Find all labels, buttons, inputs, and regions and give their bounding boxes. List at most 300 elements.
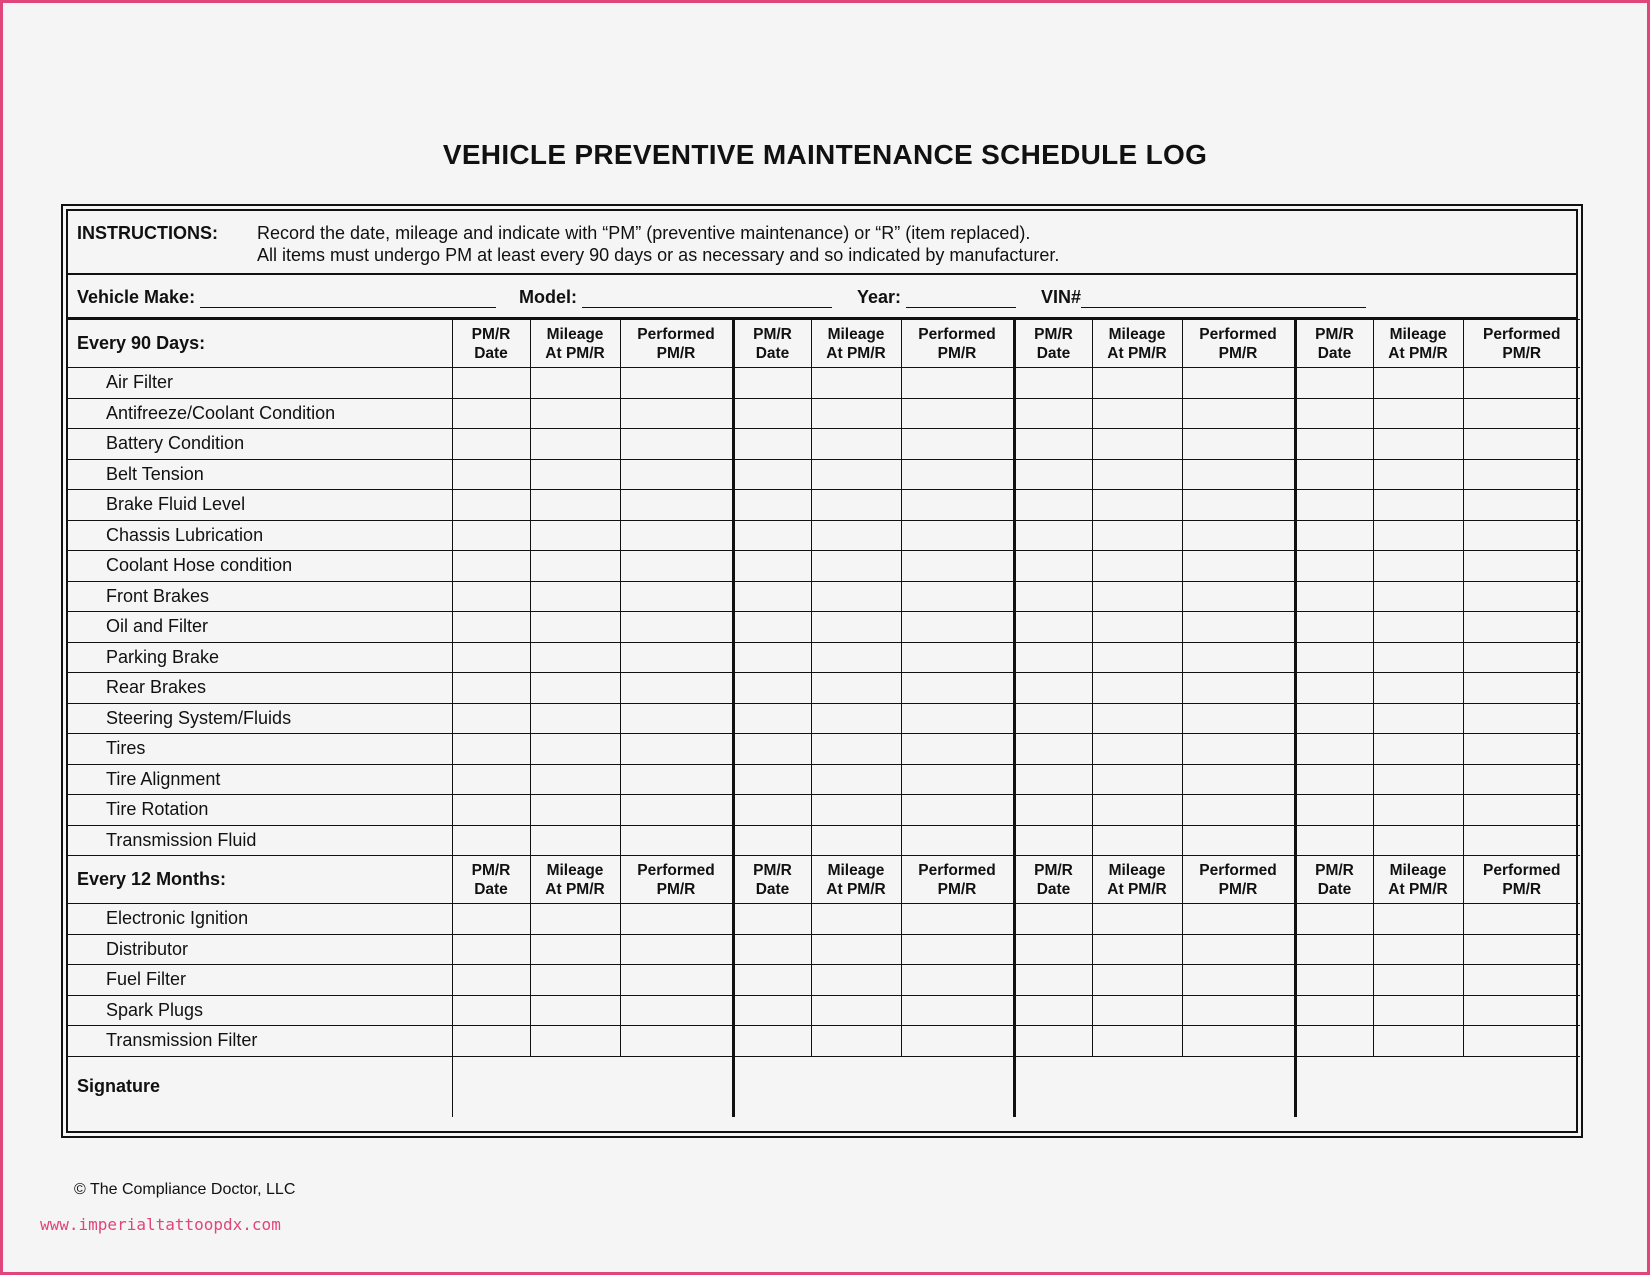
entry-cell[interactable] <box>901 934 1014 965</box>
entry-cell[interactable] <box>1295 490 1373 521</box>
mileage-header-line-2: At PM/R <box>1388 880 1448 898</box>
entry-cell[interactable] <box>1014 1026 1092 1057</box>
entry-cell[interactable] <box>1014 795 1092 826</box>
entry-cell[interactable] <box>1463 490 1580 521</box>
entry-cell[interactable] <box>1182 551 1295 582</box>
entry-cell[interactable] <box>620 734 733 765</box>
entry-cell[interactable] <box>1295 1026 1373 1057</box>
entry-cell[interactable] <box>1092 734 1182 765</box>
entry-cell[interactable] <box>1092 642 1182 673</box>
mileage-header-line-2: At PM/R <box>1107 344 1167 362</box>
entry-cell[interactable] <box>1295 551 1373 582</box>
entry-cell[interactable] <box>1463 459 1580 490</box>
entry-cell[interactable] <box>1014 673 1092 704</box>
entry-cell[interactable] <box>733 490 811 521</box>
entry-cell[interactable] <box>620 673 733 704</box>
entry-cell[interactable] <box>452 429 530 460</box>
entry-cell[interactable] <box>1014 825 1092 856</box>
entry-cell[interactable] <box>620 642 733 673</box>
entry-cell[interactable] <box>1092 673 1182 704</box>
entry-cell[interactable] <box>452 904 530 935</box>
entry-cell[interactable] <box>1092 965 1182 996</box>
entry-cell[interactable] <box>1373 734 1463 765</box>
entry-cell[interactable] <box>1182 795 1295 826</box>
entry-cell[interactable] <box>811 368 901 399</box>
entry-cell[interactable] <box>811 934 901 965</box>
entry-cell[interactable] <box>733 581 811 612</box>
entry-cell[interactable] <box>1295 995 1373 1026</box>
entry-cell[interactable] <box>901 904 1014 935</box>
entry-cell[interactable] <box>811 795 901 826</box>
entry-cell[interactable] <box>620 703 733 734</box>
entry-cell[interactable] <box>1373 995 1463 1026</box>
entry-cell[interactable] <box>1182 398 1295 429</box>
entry-cell[interactable] <box>1295 825 1373 856</box>
entry-cell[interactable] <box>1092 703 1182 734</box>
entry-cell[interactable] <box>901 551 1014 582</box>
entry-cell[interactable] <box>1373 520 1463 551</box>
entry-cell[interactable] <box>1014 734 1092 765</box>
entry-cell[interactable] <box>811 965 901 996</box>
performed-header-line-2: PM/R <box>1502 344 1542 362</box>
entry-cell[interactable] <box>1182 429 1295 460</box>
entry-cell[interactable] <box>1463 764 1580 795</box>
mileage-header-line-2: At PM/R <box>826 344 886 362</box>
entry-cell[interactable] <box>452 764 530 795</box>
entry-cell[interactable] <box>733 673 811 704</box>
entry-cell[interactable] <box>1373 904 1463 935</box>
entry-cell[interactable] <box>530 642 620 673</box>
signature-cell[interactable] <box>1295 1056 1580 1117</box>
table-row <box>68 1026 1580 1057</box>
entry-cell[interactable] <box>1014 551 1092 582</box>
entry-cell[interactable] <box>733 734 811 765</box>
entry-cell[interactable] <box>733 612 811 643</box>
entry-cell[interactable] <box>1092 995 1182 1026</box>
entry-cell[interactable] <box>1463 1026 1580 1057</box>
entry-cell[interactable] <box>1373 965 1463 996</box>
entry-cell[interactable] <box>1182 520 1295 551</box>
item-name: Antifreeze/Coolant Condition <box>68 398 452 429</box>
entry-cell[interactable] <box>733 459 811 490</box>
entry-cell[interactable] <box>1463 520 1580 551</box>
entry-cell[interactable] <box>1014 581 1092 612</box>
entry-cell[interactable] <box>733 1026 811 1057</box>
entry-cell[interactable] <box>1463 995 1580 1026</box>
performed-header <box>1182 320 1295 368</box>
entry-cell[interactable] <box>901 795 1014 826</box>
entry-cell[interactable] <box>1014 934 1092 965</box>
entry-cell[interactable] <box>811 995 901 1026</box>
entry-cell[interactable] <box>530 764 620 795</box>
entry-cell[interactable] <box>811 673 901 704</box>
entry-cell[interactable] <box>620 368 733 399</box>
entry-cell[interactable] <box>733 934 811 965</box>
entry-cell[interactable] <box>811 551 901 582</box>
entry-cell[interactable] <box>1092 459 1182 490</box>
entry-cell[interactable] <box>901 429 1014 460</box>
entry-cell[interactable] <box>620 995 733 1026</box>
mileage-header <box>1092 856 1182 904</box>
entry-cell[interactable] <box>530 490 620 521</box>
entry-cell[interactable] <box>620 429 733 460</box>
entry-cell[interactable] <box>1182 490 1295 521</box>
entry-cell[interactable] <box>901 825 1014 856</box>
entry-cell[interactable] <box>1463 795 1580 826</box>
entry-cell[interactable] <box>1295 612 1373 643</box>
entry-cell[interactable] <box>1373 764 1463 795</box>
entry-cell[interactable] <box>1092 490 1182 521</box>
model-field[interactable] <box>582 291 832 308</box>
pmr-date-header <box>733 856 811 904</box>
entry-cell[interactable] <box>530 520 620 551</box>
entry-cell[interactable] <box>1092 581 1182 612</box>
entry-cell[interactable] <box>452 612 530 643</box>
entry-cell[interactable] <box>1373 703 1463 734</box>
entry-cell[interactable] <box>452 795 530 826</box>
entry-cell[interactable] <box>901 734 1014 765</box>
pmr-date-header-line-2: Date <box>474 880 508 898</box>
entry-cell[interactable] <box>1463 934 1580 965</box>
entry-cell[interactable] <box>733 703 811 734</box>
entry-cell[interactable] <box>530 703 620 734</box>
entry-cell[interactable] <box>620 612 733 643</box>
entry-cell[interactable] <box>452 703 530 734</box>
entry-cell[interactable] <box>1092 368 1182 399</box>
entry-cell[interactable] <box>1182 1026 1295 1057</box>
entry-cell[interactable] <box>1092 429 1182 460</box>
instructions-line-2: All items must undergo PM at least every 90 days or as necessary and so indicated by manufacturer. <box>257 245 1060 265</box>
entry-cell[interactable] <box>811 642 901 673</box>
item-name: Oil and Filter <box>68 612 452 643</box>
entry-cell[interactable] <box>901 673 1014 704</box>
year-field[interactable] <box>906 291 1016 308</box>
table-row <box>68 764 1580 795</box>
entry-cell[interactable] <box>1182 368 1295 399</box>
entry-cell[interactable] <box>452 934 530 965</box>
entry-cell[interactable] <box>1182 904 1295 935</box>
performed-header-line-2: PM/R <box>656 880 696 898</box>
entry-cell[interactable] <box>1014 612 1092 643</box>
entry-cell[interactable] <box>1014 642 1092 673</box>
entry-cell[interactable] <box>1295 673 1373 704</box>
entry-cell[interactable] <box>1295 429 1373 460</box>
entry-cell[interactable] <box>452 1026 530 1057</box>
entry-cell[interactable] <box>452 520 530 551</box>
entry-cell[interactable] <box>1463 673 1580 704</box>
pmr-date-header-line-2: Date <box>755 880 790 898</box>
entry-cell[interactable] <box>1373 459 1463 490</box>
signature-cell[interactable] <box>733 1056 1014 1117</box>
performed-header <box>620 856 733 904</box>
entry-cell[interactable] <box>1092 520 1182 551</box>
entry-cell[interactable] <box>1373 1026 1463 1057</box>
entry-cell[interactable] <box>811 703 901 734</box>
table-row <box>68 995 1580 1026</box>
entry-cell[interactable] <box>811 904 901 935</box>
entry-cell[interactable] <box>1092 551 1182 582</box>
entry-cell[interactable] <box>733 825 811 856</box>
entry-cell[interactable] <box>530 429 620 460</box>
entry-cell[interactable] <box>620 490 733 521</box>
entry-cell[interactable] <box>530 581 620 612</box>
entry-cell[interactable] <box>1463 734 1580 765</box>
performed-header-line-1: Performed <box>918 861 996 879</box>
entry-cell[interactable] <box>1182 673 1295 704</box>
entry-cell[interactable] <box>1463 429 1580 460</box>
entry-cell[interactable] <box>1295 703 1373 734</box>
pmr-date-header <box>733 320 811 368</box>
entry-cell[interactable] <box>1182 703 1295 734</box>
entry-cell[interactable] <box>452 825 530 856</box>
entry-cell[interactable] <box>1295 904 1373 935</box>
entry-cell[interactable] <box>530 612 620 643</box>
entry-cell[interactable] <box>1092 398 1182 429</box>
entry-cell[interactable] <box>620 520 733 551</box>
entry-cell[interactable] <box>733 520 811 551</box>
entry-cell[interactable] <box>530 459 620 490</box>
pmr-date-header <box>452 320 530 368</box>
entry-cell[interactable] <box>733 429 811 460</box>
entry-cell[interactable] <box>1373 612 1463 643</box>
signature-cell[interactable] <box>1014 1056 1295 1117</box>
entry-cell[interactable] <box>1014 703 1092 734</box>
entry-cell[interactable] <box>901 995 1014 1026</box>
entry-cell[interactable] <box>1295 398 1373 429</box>
entry-cell[interactable] <box>1373 551 1463 582</box>
entry-cell[interactable] <box>1295 642 1373 673</box>
entry-cell[interactable] <box>1463 825 1580 856</box>
entry-cell[interactable] <box>901 965 1014 996</box>
item-name: Air Filter <box>68 368 452 399</box>
entry-cell[interactable] <box>901 703 1014 734</box>
entry-cell[interactable] <box>1463 551 1580 582</box>
year-label: Year: <box>857 287 902 307</box>
entry-cell[interactable] <box>901 764 1014 795</box>
entry-cell[interactable] <box>733 965 811 996</box>
maintenance-table <box>68 319 1580 1117</box>
entry-cell[interactable] <box>733 642 811 673</box>
entry-cell[interactable] <box>733 551 811 582</box>
entry-cell[interactable] <box>452 642 530 673</box>
entry-cell[interactable] <box>901 368 1014 399</box>
entry-cell[interactable] <box>733 904 811 935</box>
entry-cell[interactable] <box>530 551 620 582</box>
entry-cell[interactable] <box>901 642 1014 673</box>
entry-cell[interactable] <box>1182 825 1295 856</box>
entry-cell[interactable] <box>901 1026 1014 1057</box>
entry-cell[interactable] <box>452 368 530 399</box>
entry-cell[interactable] <box>530 398 620 429</box>
entry-cell[interactable] <box>733 764 811 795</box>
entry-cell[interactable] <box>811 398 901 429</box>
entry-cell[interactable] <box>1463 965 1580 996</box>
entry-cell[interactable] <box>530 995 620 1026</box>
entry-cell[interactable] <box>733 995 811 1026</box>
entry-cell[interactable] <box>733 398 811 429</box>
entry-cell[interactable] <box>1014 429 1092 460</box>
entry-cell[interactable] <box>1014 520 1092 551</box>
entry-cell[interactable] <box>530 825 620 856</box>
pmr-date-header-line-1: PM/R <box>1315 861 1354 879</box>
entry-cell[interactable] <box>1463 904 1580 935</box>
pmr-date-header-line-2: Date <box>474 344 508 362</box>
vin-field[interactable] <box>1081 291 1366 308</box>
entry-cell[interactable] <box>1182 995 1295 1026</box>
performed-header-line-1: Performed <box>1199 325 1277 343</box>
entry-cell[interactable] <box>452 995 530 1026</box>
entry-cell[interactable] <box>530 734 620 765</box>
entry-cell[interactable] <box>620 825 733 856</box>
entry-cell[interactable] <box>620 795 733 826</box>
mileage-header-line-2: At PM/R <box>826 880 886 898</box>
entry-cell[interactable] <box>620 459 733 490</box>
entry-cell[interactable] <box>1014 995 1092 1026</box>
entry-cell[interactable] <box>1014 368 1092 399</box>
entry-cell[interactable] <box>1295 734 1373 765</box>
entry-cell[interactable] <box>811 1026 901 1057</box>
entry-cell[interactable] <box>1373 398 1463 429</box>
entry-cell[interactable] <box>811 581 901 612</box>
entry-cell[interactable] <box>620 551 733 582</box>
entry-cell[interactable] <box>530 795 620 826</box>
entry-cell[interactable] <box>1463 642 1580 673</box>
entry-cell[interactable] <box>733 368 811 399</box>
entry-cell[interactable] <box>1182 581 1295 612</box>
entry-cell[interactable] <box>1463 368 1580 399</box>
entry-cell[interactable] <box>620 764 733 795</box>
entry-cell[interactable] <box>1373 673 1463 704</box>
performed-header-line-1: Performed <box>1482 861 1561 879</box>
entry-cell[interactable] <box>620 904 733 935</box>
entry-cell[interactable] <box>811 825 901 856</box>
entry-cell[interactable] <box>811 764 901 795</box>
performed-header <box>1182 856 1295 904</box>
entry-cell[interactable] <box>530 673 620 704</box>
entry-cell[interactable] <box>1295 795 1373 826</box>
entry-cell[interactable] <box>901 581 1014 612</box>
entry-cell[interactable] <box>1373 368 1463 399</box>
entry-cell[interactable] <box>1373 934 1463 965</box>
entry-cell[interactable] <box>620 934 733 965</box>
entry-cell[interactable] <box>1014 904 1092 935</box>
entry-cell[interactable] <box>620 965 733 996</box>
entry-cell[interactable] <box>530 934 620 965</box>
entry-cell[interactable] <box>1014 764 1092 795</box>
entry-cell[interactable] <box>1373 642 1463 673</box>
entry-cell[interactable] <box>1014 459 1092 490</box>
entry-cell[interactable] <box>1182 764 1295 795</box>
entry-cell[interactable] <box>1014 965 1092 996</box>
entry-cell[interactable] <box>1182 642 1295 673</box>
table-row <box>68 429 1580 460</box>
entry-cell[interactable] <box>1092 904 1182 935</box>
entry-cell[interactable] <box>1463 398 1580 429</box>
mileage-header <box>530 856 620 904</box>
pmr-date-header-line-1: PM/R <box>753 861 792 879</box>
entry-cell[interactable] <box>1373 490 1463 521</box>
entry-cell[interactable] <box>811 429 901 460</box>
entry-cell[interactable] <box>1295 459 1373 490</box>
entry-cell[interactable] <box>1463 612 1580 643</box>
entry-cell[interactable] <box>1295 764 1373 795</box>
entry-cell[interactable] <box>1014 490 1092 521</box>
entry-cell[interactable] <box>1295 520 1373 551</box>
entry-cell[interactable] <box>452 965 530 996</box>
entry-cell[interactable] <box>530 904 620 935</box>
entry-cell[interactable] <box>1092 795 1182 826</box>
entry-cell[interactable] <box>1182 934 1295 965</box>
entry-cell[interactable] <box>1295 368 1373 399</box>
entry-cell[interactable] <box>1092 1026 1182 1057</box>
entry-cell[interactable] <box>452 398 530 429</box>
entry-cell[interactable] <box>530 1026 620 1057</box>
entry-cell[interactable] <box>1092 764 1182 795</box>
entry-cell[interactable] <box>530 965 620 996</box>
entry-cell[interactable] <box>452 673 530 704</box>
entry-cell[interactable] <box>1182 612 1295 643</box>
table-row <box>68 459 1580 490</box>
entry-cell[interactable] <box>1092 825 1182 856</box>
pmr-date-header-line-2: Date <box>1317 344 1352 362</box>
entry-cell[interactable] <box>1182 459 1295 490</box>
entry-cell[interactable] <box>901 459 1014 490</box>
entry-cell[interactable] <box>452 459 530 490</box>
entry-cell[interactable] <box>452 490 530 521</box>
signature-cell[interactable] <box>452 1056 733 1117</box>
table-row <box>68 965 1580 996</box>
entry-cell[interactable] <box>811 490 901 521</box>
entry-cell[interactable] <box>1092 934 1182 965</box>
entry-cell[interactable] <box>620 398 733 429</box>
entry-cell[interactable] <box>811 734 901 765</box>
entry-cell[interactable] <box>1373 429 1463 460</box>
item-name: Fuel Filter <box>68 965 452 996</box>
entry-cell[interactable] <box>811 520 901 551</box>
entry-cell[interactable] <box>1295 965 1373 996</box>
entry-cell[interactable] <box>901 398 1014 429</box>
entry-cell[interactable] <box>530 368 620 399</box>
entry-cell[interactable] <box>452 551 530 582</box>
instructions-label: INSTRUCTIONS: <box>77 223 218 243</box>
item-name: Rear Brakes <box>68 673 452 704</box>
instructions-row <box>68 211 1576 275</box>
entry-cell[interactable] <box>811 459 901 490</box>
entry-cell[interactable] <box>1182 734 1295 765</box>
entry-cell[interactable] <box>901 612 1014 643</box>
entry-cell[interactable] <box>1373 581 1463 612</box>
entry-cell[interactable] <box>1295 934 1373 965</box>
entry-cell[interactable] <box>1014 398 1092 429</box>
entry-cell[interactable] <box>1373 825 1463 856</box>
entry-cell[interactable] <box>452 581 530 612</box>
entry-cell[interactable] <box>620 581 733 612</box>
entry-cell[interactable] <box>733 795 811 826</box>
entry-cell[interactable] <box>901 490 1014 521</box>
mileage-header-line-2: At PM/R <box>1388 344 1448 362</box>
entry-cell[interactable] <box>1092 612 1182 643</box>
entry-cell[interactable] <box>1463 581 1580 612</box>
entry-cell[interactable] <box>452 734 530 765</box>
entry-cell[interactable] <box>901 520 1014 551</box>
entry-cell[interactable] <box>1463 703 1580 734</box>
entry-cell[interactable] <box>1182 965 1295 996</box>
entry-cell[interactable] <box>620 1026 733 1057</box>
entry-cell[interactable] <box>811 612 901 643</box>
entry-cell[interactable] <box>1373 795 1463 826</box>
vehicle-make-field[interactable] <box>200 291 496 308</box>
entry-cell[interactable] <box>1295 581 1373 612</box>
